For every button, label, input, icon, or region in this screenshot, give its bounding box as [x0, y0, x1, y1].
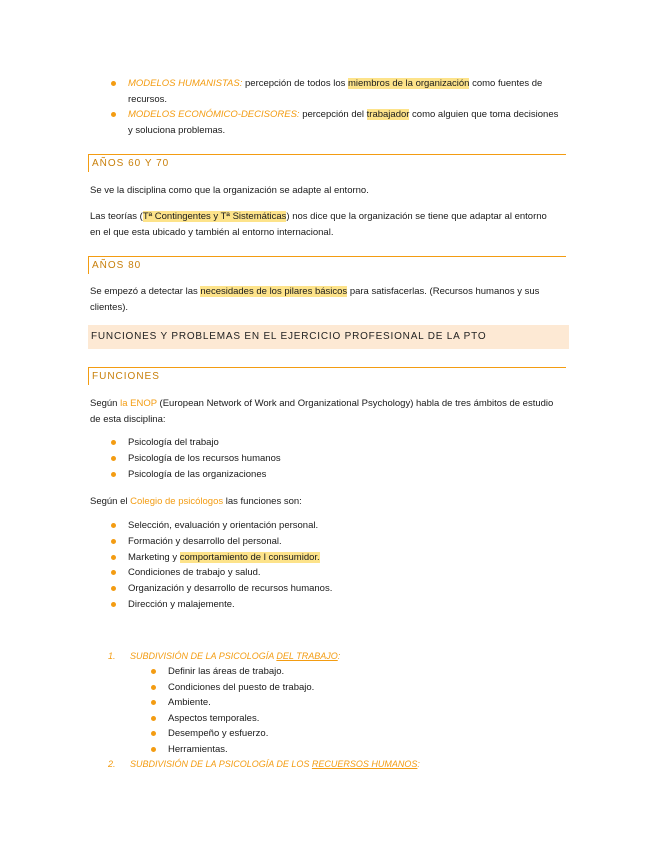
bullet-icon: [111, 586, 116, 591]
bullet-icon: [111, 112, 116, 117]
text-run: en el que esta ubicado y también al entorno internacional.: [90, 226, 334, 238]
list-item: [130, 680, 570, 696]
highlight: comportamiento de l consumidor.: [179, 551, 320, 563]
bullet-icon: [151, 747, 156, 752]
text-run: de esta disciplina:: [90, 413, 166, 425]
list-number: 1.: [108, 651, 116, 661]
text-run: percepción del: [299, 109, 367, 120]
list-item: [130, 664, 570, 680]
text-run: (European Network of Work and Organizational Psychology) habla de tres ámbitos de estudio: [156, 398, 554, 409]
text-run: Según el: [90, 496, 131, 507]
model-label: MODELOS ECONÓMICO-DECISORES:: [128, 109, 300, 120]
text-run: SUBDIVISIÓN DE LA PSICOLOGÍA DE LOS: [130, 759, 312, 769]
text-run: percepción de todos los: [242, 78, 348, 89]
list-item: [90, 76, 570, 107]
bullet-icon: [111, 440, 116, 445]
list-item-text: Dirección y malajemente.: [128, 598, 235, 610]
list-item-text: Psicología del trabajo: [128, 437, 219, 448]
text-run: Las teorías (: [90, 211, 143, 222]
text-run: las funciones son:: [223, 496, 302, 507]
list-item-text: Herramientas.: [168, 743, 228, 755]
trabajo-list: [130, 664, 570, 757]
funciones-list: [90, 518, 570, 613]
list-item-text: Desempeño y esfuerzo.: [168, 728, 269, 739]
list-item-text: Ambiente.: [168, 697, 211, 708]
bullet-icon: [111, 570, 116, 575]
list-item: [90, 451, 570, 467]
list-item: [90, 467, 570, 483]
bullet-icon: [151, 731, 156, 736]
list-item: [130, 711, 570, 727]
bullet-icon: [111, 539, 116, 544]
bullet-icon: [111, 523, 116, 528]
list-item-text: Condiciones del puesto de trabajo.: [168, 681, 315, 693]
list-item-text: Organización y desarrollo de recursos humanos.: [128, 583, 333, 595]
list-item-text: Selección, evaluación y orientación personal.: [128, 520, 319, 531]
enop-link[interactable]: la ENOP: [120, 398, 157, 409]
bullet-icon: [151, 700, 156, 705]
highlight: miembros de la organización: [348, 78, 470, 89]
bullet-icon: [111, 456, 116, 461]
list-item: [90, 597, 570, 613]
text-run: y soluciona problemas.: [128, 124, 226, 136]
list-item: [130, 695, 570, 711]
text-run: como alguien que toma decisiones: [409, 109, 559, 120]
bullet-icon: [111, 81, 116, 86]
text-run: clientes).: [90, 301, 129, 313]
paragraph: Se ve la disciplina como que la organización se adapte al entorno.: [90, 185, 369, 196]
colegio-link[interactable]: Colegio de psicólogos: [130, 496, 224, 507]
list-item-text: Definir las áreas de trabajo.: [168, 666, 285, 677]
subdivision-heading: [130, 759, 420, 769]
list-item: [90, 435, 570, 451]
text-run: SUBDIVISIÓN DE LA PSICOLOGÍA: [130, 651, 277, 661]
section-heading-anos-80: AÑOS 80: [88, 256, 566, 274]
text-run: Marketing y: [128, 551, 180, 563]
list-item-text: Aspectos temporales.: [168, 712, 260, 724]
list-item-text: Condiciones de trabajo y salud.: [128, 567, 261, 579]
list-item: [90, 550, 570, 566]
list-item: [90, 518, 570, 534]
highlight: trabajador: [366, 109, 410, 120]
bullet-icon: [111, 555, 116, 560]
bullet-icon: [151, 685, 156, 690]
list-item-text: Psicología de los recursos humanos: [128, 453, 281, 464]
paragraph: [90, 284, 570, 315]
highlight: necesidades de los pilares básicos: [200, 286, 348, 297]
bullet-icon: [111, 602, 116, 607]
list-item: [130, 742, 570, 758]
list-item: [90, 565, 570, 581]
paragraph: [90, 396, 570, 427]
list-item-text: Psicología de las organizaciones: [128, 469, 267, 480]
underlined-term: RECUERSOS HUMANOS: [311, 759, 418, 769]
section-heading-anos-60: AÑOS 60 Y 70: [88, 154, 566, 172]
bullet-icon: [111, 472, 116, 477]
section-heading-funciones: FUNCIONES: [88, 367, 566, 385]
band-heading: FUNCIONES Y PROBLEMAS EN EL EJERCICIO PROFESIONAL DE LA PTO: [88, 325, 569, 349]
paragraph: [90, 494, 570, 510]
subdivision-heading: [130, 651, 340, 661]
ambitos-list: [90, 435, 570, 483]
model-label: MODELOS HUMANISTAS:: [128, 78, 243, 89]
paragraph: [90, 209, 570, 240]
text-run: como fuentes de: [469, 78, 543, 89]
text-run: ) nos dice que la organización se tiene que adaptar al entorno: [286, 211, 547, 222]
text-run: Se empezó a detectar las: [90, 286, 201, 297]
underlined-term: DEL TRABAJO: [276, 651, 338, 661]
highlight: Tª Contingentes y Tª Sistemáticas: [142, 211, 287, 222]
list-item: [130, 726, 570, 742]
text-run: recursos.: [128, 93, 168, 105]
text-run: :: [417, 759, 420, 769]
text-run: :: [337, 651, 341, 661]
list-number: 2.: [108, 759, 116, 769]
text-run: para satisfacerlas. (Recursos humanos y sus: [347, 286, 540, 297]
models-list: [90, 76, 570, 138]
bullet-icon: [151, 669, 156, 674]
bullet-icon: [151, 716, 156, 721]
list-item: [90, 534, 570, 550]
list-item-text: Formación y desarrollo del personal.: [128, 535, 282, 547]
list-item: [90, 107, 570, 138]
text-run: Según: [90, 398, 121, 409]
list-item: [90, 581, 570, 597]
